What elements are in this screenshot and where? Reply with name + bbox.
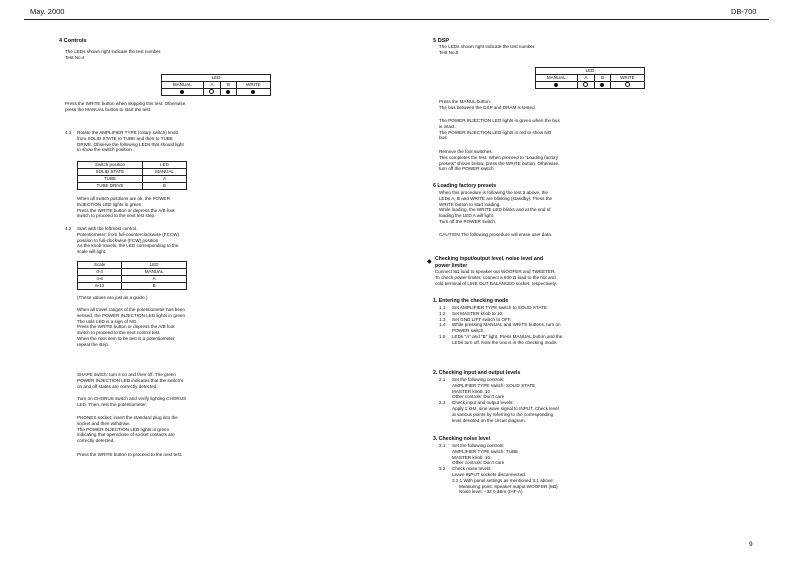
header-model: DB-700 xyxy=(731,7,757,16)
table-cell: SOLID STATE xyxy=(78,169,143,176)
led-off-icon xyxy=(583,82,588,87)
step-row xyxy=(439,489,558,495)
table-row xyxy=(78,183,187,190)
led-col-b: B xyxy=(595,75,611,82)
table-header: Scale xyxy=(78,262,122,269)
section-6-body xyxy=(439,190,552,225)
step-number: 2.2 xyxy=(439,400,446,406)
text-line: switch to proceed to the next control test. xyxy=(77,330,161,336)
text-line: LEDs A, B and WRITE are blinking (standby). Press the xyxy=(439,195,553,201)
table-header: Switch position xyxy=(78,162,143,169)
check-title-line: power limiter xyxy=(435,262,468,269)
table-row xyxy=(78,283,187,290)
step-text: Other controls: Don't care xyxy=(452,460,505,466)
step-text: Check input and output levels: xyxy=(452,400,514,406)
text-line: Turn on CHORUS switch and verify lighting CHORUS xyxy=(77,396,187,401)
section-5-body xyxy=(439,99,536,111)
noise-level-steps xyxy=(439,443,558,495)
section-5-intro xyxy=(439,44,536,56)
led-col-manual: MANUAL xyxy=(162,82,204,89)
led-table-title: LED xyxy=(536,68,645,75)
table-cell: A xyxy=(142,176,186,183)
text-line: When all switch positions are ok, the POWER xyxy=(77,196,170,201)
shape-paragraph xyxy=(77,372,183,389)
section-5-body-2 xyxy=(439,118,560,141)
section-5-title: 5 DSP xyxy=(433,38,450,44)
chorus-paragraph xyxy=(77,396,186,408)
step-text: 3.2.1 With panel settings as mentioned 3.1 above: xyxy=(452,477,554,483)
checking-mode-steps xyxy=(439,305,562,346)
led-state-a xyxy=(203,89,221,96)
step-text: POWER switch. xyxy=(452,328,485,334)
step-number: 1.2 xyxy=(439,310,446,316)
step-number: 1.3 xyxy=(439,316,446,322)
text-line: Test No.4 xyxy=(65,54,85,60)
section-4-intro xyxy=(65,49,162,61)
step-4-2-number: 4.2 xyxy=(65,226,72,231)
step-row xyxy=(439,340,562,346)
led-table-title: LED xyxy=(162,75,271,82)
text-line: Press the MANUL button. xyxy=(439,99,491,104)
led-col-write: WRITE xyxy=(236,82,270,89)
table-cell: 0-4 xyxy=(78,269,122,276)
bullet-icon: ◆ xyxy=(427,259,432,265)
text-line: press the MANUAL button to start the test. xyxy=(65,106,152,112)
checking-levels-title: 2. Checking input and output levels xyxy=(433,370,521,376)
text-line: As the knob travels, the LED corresponding to the xyxy=(77,243,179,249)
text-line: Remove the foot switches. xyxy=(439,149,493,154)
step-text: LEDs "A" and "B" light. Press MANUAL button and the xyxy=(452,333,563,339)
text-line: SHAPE switch: turn it on and then off. The green xyxy=(77,372,176,377)
text-line: Press the WRITE button when skipping this test. Otherwise, xyxy=(65,101,187,106)
section-4-title: 4 Controls xyxy=(59,38,87,44)
step-number: 3.2 xyxy=(439,466,446,472)
table-cell: MANUAL xyxy=(122,269,187,276)
step-text: level denoted on the circuit diagram. xyxy=(452,417,526,423)
check-title xyxy=(435,256,543,269)
text-line: Rotate the AMPLIFIER TYPE (rotary switch) knob xyxy=(77,130,179,135)
page-number: 9 xyxy=(749,541,753,548)
text-line: Press the WRITE button or depress the A/B foot xyxy=(77,207,175,213)
section-5-body-3 xyxy=(439,149,559,172)
text-line: The POWER INJECTION LED lights in green xyxy=(77,426,170,432)
text-line: Connect 8Ω load to speaker out WOOFER and TWEETER. xyxy=(435,269,556,274)
step-text: at various points by referring to the corresponding xyxy=(452,411,554,417)
led-col-write: WRITE xyxy=(610,75,644,82)
step-text: Leave INPUT sockets disconnected. xyxy=(452,471,526,477)
text-line: to show the switch position. xyxy=(77,147,133,153)
table-cell: TUBE xyxy=(78,176,143,183)
check-intro xyxy=(435,269,557,286)
text-line: bus. xyxy=(439,135,448,141)
text-line: WRITE button to start loading. xyxy=(439,201,501,207)
led-state-b xyxy=(221,89,237,96)
step-4-2-text xyxy=(77,226,179,255)
header-date: May. 2000 xyxy=(30,7,65,16)
led-col-a: A xyxy=(577,75,595,82)
step-text: LEDs turn off. Now the unit is in the checking mode. xyxy=(452,339,558,345)
led-state-b xyxy=(595,82,611,89)
table-cell: 4-6 xyxy=(78,276,122,283)
step-text: Set the following controls: xyxy=(452,443,505,448)
noise-level-title: 3. Checking noise level xyxy=(433,436,491,442)
step-text: AMPLIFIER TYPE switch: TUBE xyxy=(452,448,519,454)
checking-mode-title: 1. Entering the checking mode xyxy=(433,298,509,304)
header-rule xyxy=(24,19,769,20)
text-line: The bus between the DSP and DRAM is tested. xyxy=(439,104,536,110)
step-text: Other controls: Don't care xyxy=(452,394,505,400)
text-line: loading the LED A will light. xyxy=(439,213,495,219)
step-number: 1.1 xyxy=(439,305,446,310)
text-line: The POWER INJECTION LED lights in red to show NG xyxy=(439,129,552,135)
led-table-test5 xyxy=(535,67,645,89)
led-off-icon xyxy=(209,89,214,94)
text-line: While loading, the WRITE LED blinks and at the end of xyxy=(439,207,551,213)
text-line: The LEDs shown right indicate the test number. xyxy=(65,49,162,54)
text-line: presets" shown below, press the WRITE button. Otherwise, xyxy=(439,160,560,166)
text-line: The unlit LED is a sign of NG. xyxy=(77,318,138,324)
step-4-2-after xyxy=(77,307,186,348)
led-on-icon xyxy=(180,90,184,94)
text-line: from SOLID STATE to TUBE and then to TUBE xyxy=(77,135,173,141)
text-line: When this procedure is following the test 5 above, the xyxy=(439,190,549,195)
caution-note: CAUTION The following procedure will erase user data. xyxy=(439,232,553,237)
text-line: Test No.5 xyxy=(439,49,459,55)
text-line: LED. Then, test the potentiometer. xyxy=(77,401,147,407)
table-cell: MANUAL xyxy=(142,169,186,176)
text-line: Start with the leftmost control. xyxy=(77,226,138,231)
text-line: position to full-clockwise (FCW) position xyxy=(77,237,159,243)
text-line: Potentiometer: from full-counterclockwise (FCCW) xyxy=(77,231,180,237)
text-line: indicating that open/close of socket contacts are xyxy=(77,432,175,438)
led-on-icon xyxy=(251,90,255,94)
step-text: Set MASTER knob to 10. xyxy=(452,310,504,316)
section-4-after-table xyxy=(65,101,187,113)
table-row xyxy=(78,269,187,276)
table-header: LED xyxy=(122,262,187,269)
text-line: switch to proceed to the next test step. xyxy=(77,213,156,219)
section-6-title: 6 Loading factory presets xyxy=(433,183,497,189)
text-line: PHONES socket: insert the standard plug into the xyxy=(77,415,178,420)
text-line: POWER INJECTION LED indicates that the switch's xyxy=(77,377,184,383)
step-4-1-text xyxy=(77,130,184,153)
text-line: The POWER INJECTION LED lights in green when the bus xyxy=(439,118,560,123)
text-line: To check power limiter, connect a 600 Ω load to the hot and xyxy=(435,274,556,280)
check-title-line: Checking input/output level, noise level and xyxy=(435,256,544,262)
led-state-write xyxy=(236,89,270,96)
step-number: 2.1 xyxy=(439,377,446,382)
step-4-1-after xyxy=(77,196,175,219)
led-table-test4 xyxy=(161,74,271,96)
led-state-write xyxy=(610,82,644,89)
text-line: correctly detected. xyxy=(77,438,115,444)
text-line: repeat the step. xyxy=(77,341,109,347)
table-row xyxy=(78,176,187,183)
led-on-icon xyxy=(226,90,230,94)
table-row xyxy=(78,169,187,176)
led-col-manual: MANUAL xyxy=(536,75,578,82)
final-instruction: Press the WRITE button to proceed to the next test. xyxy=(77,452,183,457)
step-text: Set AMPLIFIER TYPE switch to SOLID STATE. xyxy=(452,305,549,310)
text-line: is intact. xyxy=(439,123,456,129)
step-number: 3.1 xyxy=(439,443,446,448)
table-cell: B xyxy=(122,283,187,290)
step-text: Measuring point: Speaker output WOOFER (8Ω) xyxy=(459,483,558,489)
text-line: Press the WRITE button or depress the A/B foot xyxy=(77,324,175,330)
step-text: Check noise levels: xyxy=(452,466,492,472)
text-line: This completes the test. When proceed to "Loading factory xyxy=(439,154,559,160)
step-4-1-number: 4.1 xyxy=(65,130,72,135)
led-on-icon xyxy=(600,83,604,87)
led-state-manual xyxy=(536,82,578,89)
table-cell: B xyxy=(142,183,186,190)
switch-position-table xyxy=(77,161,187,190)
step-text: Set the following controls: xyxy=(452,377,505,382)
text-line: The LEDs shown right indicate the test number. xyxy=(439,44,536,49)
table-cell: 6-10 xyxy=(78,283,122,290)
step-text: AMPLIFIER TYPE switch: SOLID STATE xyxy=(452,382,536,388)
text-line: sensed, the POWER INJECTION LED lights in green. xyxy=(77,312,187,318)
step-text: Noise level: –32.0 dBm (IHF-A) xyxy=(459,489,523,495)
step-text: Set GND LIFT switch to OFF. xyxy=(452,316,512,322)
led-state-manual xyxy=(162,89,204,96)
led-on-icon xyxy=(554,83,558,87)
text-line: When the next item to be test is a potentiometer, xyxy=(77,335,176,341)
step-number: 1.4 xyxy=(439,322,446,328)
phones-paragraph xyxy=(77,415,178,444)
step-text: MASTER knob: 10 xyxy=(452,454,491,460)
step-row xyxy=(439,418,559,424)
step-text: Apply 1 kHz, sine wave signal to INPUT. Check level xyxy=(452,405,559,411)
led-state-a xyxy=(577,82,595,89)
step-text: MASTER knob: 10 xyxy=(452,388,491,394)
text-line: on and off states are correctly detected. xyxy=(77,383,158,389)
text-line: turn off the POWER switch. xyxy=(439,166,495,172)
step-text: While pressing MANUAL and WRITE buttons, turn on xyxy=(452,322,561,328)
scale-table xyxy=(77,261,187,290)
text-line: Turn off the POWER switch. xyxy=(439,218,497,224)
text-line: cold terminal of LINE OUT BALANCED socket, respectively. xyxy=(435,280,557,286)
led-col-b: B xyxy=(221,82,237,89)
text-line: DRIVE. Observe the following LEDs that should light xyxy=(77,141,184,147)
table-row xyxy=(78,276,187,283)
text-line: When all travel ranges of the potentiometer has been xyxy=(77,307,186,312)
table-cell: TUBE DRIVE xyxy=(78,183,143,190)
text-line: socket and then withdraw. xyxy=(77,420,130,426)
led-col-a: A xyxy=(203,82,221,89)
table-cell: A xyxy=(122,276,187,283)
scale-note: (These values are just as a guide.) xyxy=(77,295,148,300)
step-number: 1.5 xyxy=(439,333,446,339)
text-line: scale will light. xyxy=(77,249,107,255)
led-off-icon xyxy=(625,82,630,87)
table-header: LED xyxy=(142,162,186,169)
checking-levels-steps xyxy=(439,377,559,423)
text-line: INJECTION LED lights in green. xyxy=(77,201,143,207)
